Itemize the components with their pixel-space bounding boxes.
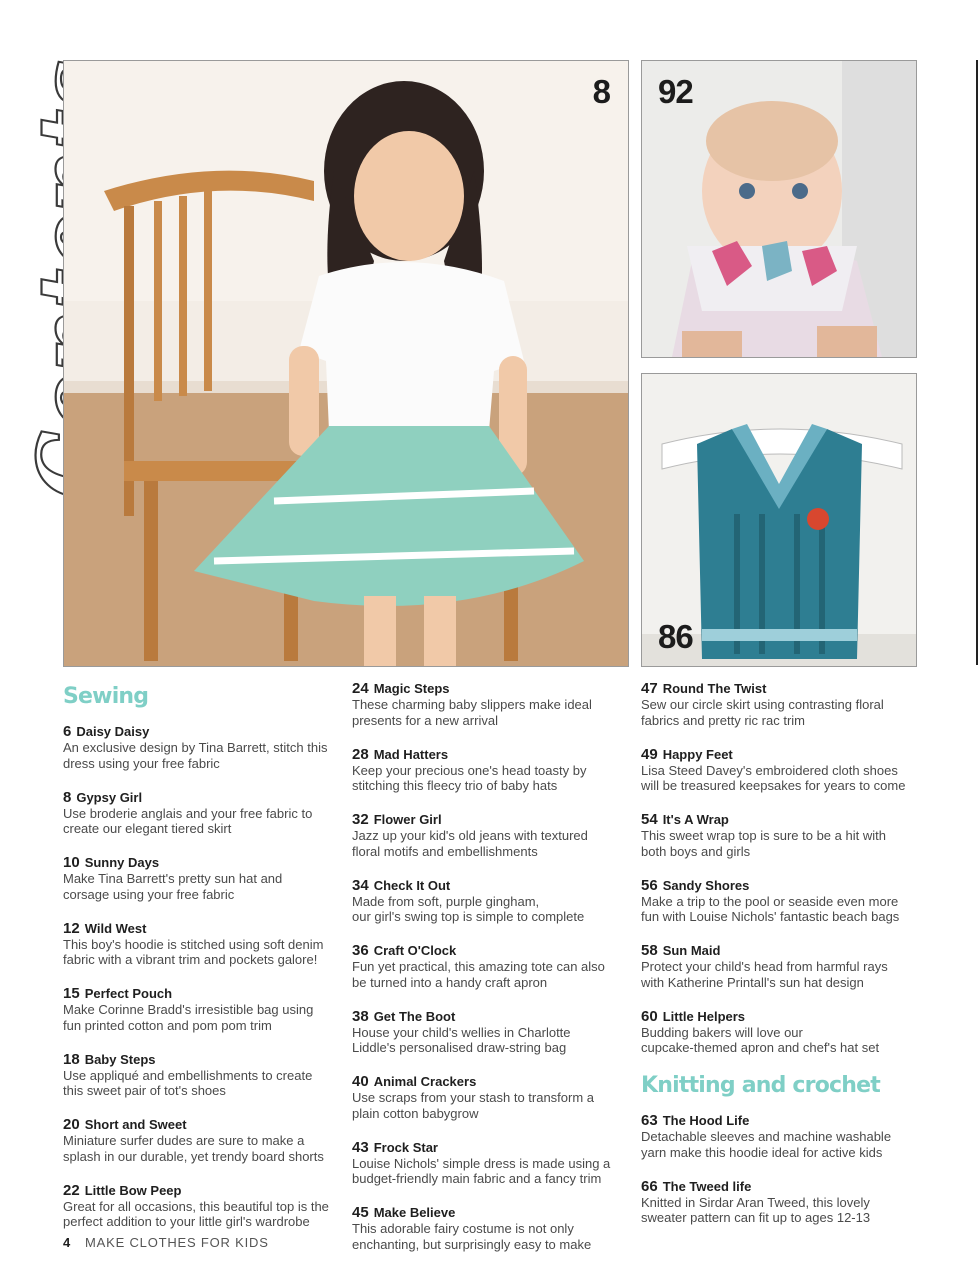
- contents-column-3: [641, 680, 917, 1243]
- entry-title: Craft O'Clock: [373, 943, 457, 958]
- contents-entry[interactable]: [352, 1008, 628, 1056]
- entry-title: Sunny Days: [84, 855, 160, 870]
- entry-page: 56: [641, 876, 658, 894]
- entry-page: 12: [63, 919, 80, 937]
- entry-page: 54: [641, 811, 658, 828]
- entry-desc: Knitted in Sirdar Aran Tweed, this lovely sweater pattern can fit up to ages 12-13: [641, 1194, 871, 1225]
- contents-entry[interactable]: [641, 811, 917, 859]
- contents-entry[interactable]: [641, 942, 917, 990]
- entry-title: Animal Crackers: [373, 1074, 477, 1089]
- contents-entry[interactable]: [63, 723, 339, 771]
- entry-page: 6: [63, 723, 72, 740]
- contents-entry[interactable]: [352, 942, 628, 990]
- entry-desc: This sweet wrap top is sure to be a hit with both boys and girls: [641, 828, 886, 859]
- entry-page: 32: [352, 811, 369, 828]
- contents-entry[interactable]: [352, 746, 628, 794]
- entry-page: 43: [352, 1138, 369, 1156]
- entry-title: Baby Steps: [84, 1051, 156, 1067]
- entry-desc: Make Tina Barrett's pretty sun hat and corsage using your free fabric: [63, 871, 283, 902]
- contents-entry[interactable]: [63, 789, 339, 837]
- photo-page-number: 92: [658, 73, 693, 110]
- entry-title: Mad Hatters: [373, 746, 449, 762]
- entry-title: Little Helpers: [662, 1008, 746, 1024]
- entry-title: Make Believe: [373, 1205, 456, 1220]
- section-heading-sewing: Sewing: [63, 684, 149, 709]
- footer-page-number: 4: [63, 1235, 72, 1250]
- entry-title: Short and Sweet: [84, 1117, 187, 1132]
- entry-desc: This boy's hoodie is stitched using soft denim fabric with a vibrant trim and pockets galore!: [63, 936, 324, 967]
- entry-page: 60: [641, 1007, 658, 1025]
- entry-title: Get The Boot: [373, 1008, 456, 1024]
- entry-title: The Hood Life: [662, 1113, 750, 1128]
- page-edge-rule: [976, 60, 978, 665]
- entry-page: 58: [641, 942, 658, 959]
- contents-entry[interactable]: [352, 680, 628, 728]
- contents-entry[interactable]: [63, 920, 339, 968]
- entry-desc: Louise Nichols' simple dress is made using a budget-friendly main fabric and a fancy trim: [352, 1155, 611, 1186]
- entry-title: Perfect Pouch: [84, 986, 173, 1001]
- footer-magazine-name: MAKE CLOTHES FOR KIDS: [85, 1235, 269, 1250]
- contents-column-2: [352, 680, 628, 1270]
- contents-entry[interactable]: [63, 1051, 339, 1099]
- entry-page: 22: [63, 1181, 80, 1199]
- contents-entry[interactable]: [63, 1182, 339, 1230]
- photo-cable-vest: [641, 373, 917, 667]
- entry-page: 28: [352, 745, 369, 763]
- entry-title: Flower Girl: [373, 812, 442, 827]
- photo-page-number: 8: [592, 73, 610, 110]
- entry-desc: Detachable sleeves and machine washable yarn make this hoodie ideal for active kids: [641, 1129, 892, 1160]
- contents-entry[interactable]: [641, 1112, 917, 1160]
- entry-page: 18: [63, 1050, 80, 1068]
- entry-desc: Lisa Steed Davey's embroidered cloth shoes will be treasured keepsakes for years to come: [641, 762, 906, 793]
- entry-desc: Sew our circle skirt using contrasting floral fabrics and pretty ric rac trim: [641, 697, 884, 728]
- contents-entry[interactable]: [352, 811, 628, 859]
- entry-desc: Use broderie anglais and your free fabric to create our elegant tiered skirt: [63, 805, 313, 836]
- entry-desc: Protect your child's head from harmful rays with Katherine Printall's sun hat design: [641, 959, 888, 990]
- entry-page: 38: [352, 1007, 369, 1025]
- entry-desc: Fun yet practical, this amazing tote can also be turned into a handy craft apron: [352, 959, 605, 990]
- entry-title: Little Bow Peep: [84, 1182, 182, 1198]
- contents-entry[interactable]: [641, 877, 917, 925]
- entry-title: Happy Feet: [662, 746, 733, 762]
- entry-page: 40: [352, 1073, 369, 1090]
- entry-page: 49: [641, 745, 658, 763]
- photo-page-number: 86: [658, 618, 693, 655]
- entry-desc: Jazz up your kid's old jeans with textured floral motifs and embellishments: [352, 828, 588, 859]
- entry-desc: Use scraps from your stash to transform a plain cotton babygrow: [352, 1090, 595, 1121]
- contents-entry[interactable]: [352, 877, 628, 925]
- entry-title: Sandy Shores: [662, 877, 750, 893]
- entry-page: 15: [63, 985, 80, 1002]
- entry-desc: Miniature surfer dudes are sure to make a splash in our durable, yet trendy board shorts: [63, 1133, 324, 1164]
- entry-page: 66: [641, 1177, 658, 1195]
- contents-entry[interactable]: [63, 854, 339, 902]
- contents-entry[interactable]: [641, 1178, 917, 1226]
- entry-desc: Great for all occasions, this beautiful top is the perfect addition to your little girl's wardrobe: [63, 1198, 329, 1229]
- section-heading-knitting: Knitting and crochet: [641, 1073, 880, 1098]
- entry-page: 34: [352, 876, 369, 894]
- photo-girl-skirt: [63, 60, 629, 667]
- entry-title: Round The Twist: [662, 681, 767, 696]
- entry-title: Daisy Daisy: [76, 724, 150, 739]
- page-footer: [63, 1235, 269, 1250]
- entry-desc: Made from soft, purple gingham, our girl's swing top is simple to complete: [352, 893, 585, 924]
- contents-entry[interactable]: [63, 985, 339, 1033]
- entry-page: 36: [352, 942, 369, 959]
- contents-entry[interactable]: [352, 1073, 628, 1121]
- entry-desc: These charming baby slippers make ideal presents for a new arrival: [352, 697, 592, 728]
- contents-entry[interactable]: [641, 680, 917, 728]
- entry-desc: This adorable fairy costume is not only enchanting, but surprisingly easy to make: [352, 1221, 592, 1252]
- entry-page: 45: [352, 1204, 369, 1221]
- entry-desc: An exclusive design by Tina Barrett, stitch this dress using your free fabric: [63, 740, 328, 771]
- entry-title: Wild West: [84, 920, 147, 936]
- contents-entry[interactable]: [63, 1116, 339, 1164]
- photo-baby-top: [641, 60, 917, 358]
- entry-title: Gypsy Girl: [76, 789, 143, 805]
- contents-entry[interactable]: [641, 1008, 917, 1056]
- entry-page: 20: [63, 1116, 80, 1133]
- entry-title: The Tweed life: [662, 1178, 752, 1194]
- entry-page: 8: [63, 788, 72, 806]
- contents-entry[interactable]: [352, 1204, 628, 1252]
- entry-title: It's A Wrap: [662, 812, 729, 827]
- entry-title: Sun Maid: [662, 943, 721, 958]
- entry-desc: Make Corinne Bradd's irresistible bag using fun printed cotton and pom pom trim: [63, 1002, 314, 1033]
- entry-desc: Keep your precious one's head toasty by stitching this fleecy trio of baby hats: [352, 762, 587, 793]
- contents-column-1: [63, 680, 339, 1247]
- entry-page: 47: [641, 680, 658, 697]
- entry-title: Magic Steps: [373, 681, 450, 696]
- contents-entry[interactable]: [352, 1139, 628, 1187]
- entry-desc: House your child's wellies in Charlotte Liddle's personalised draw-string bag: [352, 1024, 571, 1055]
- entry-desc: Make a trip to the pool or seaside even more fun with Louise Nichols' fantastic beach bags: [641, 893, 900, 924]
- contents-entry[interactable]: [641, 746, 917, 794]
- photo-girl-illustration: [64, 61, 628, 666]
- entry-desc: Use appliqué and embellishments to create this sweet pair of tot's shoes: [63, 1067, 313, 1098]
- entry-page: 10: [63, 854, 80, 871]
- entry-title: Check It Out: [373, 877, 451, 893]
- entry-title: Frock Star: [373, 1139, 438, 1155]
- entry-page: 63: [641, 1112, 658, 1129]
- entry-desc: Budding bakers will love our cupcake-themed apron and chef's hat set: [641, 1024, 880, 1055]
- entry-page: 24: [352, 680, 369, 697]
